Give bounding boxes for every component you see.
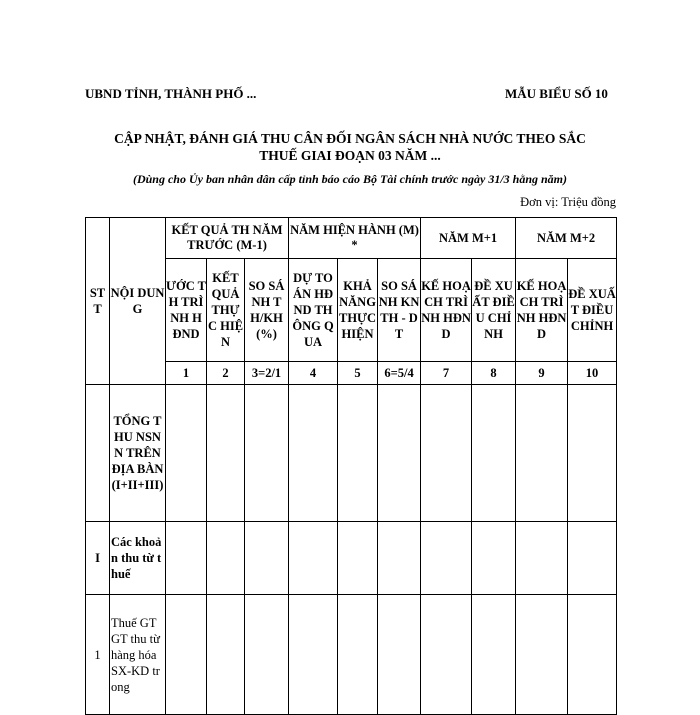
data-cell — [289, 522, 338, 595]
subcol-header: KẾ HOẠCH TRÌNH HĐND — [516, 259, 568, 362]
data-cell — [472, 595, 516, 715]
data-cell — [378, 595, 421, 715]
data-cell — [472, 385, 516, 522]
data-cell — [245, 385, 289, 522]
subcol-header: ĐỀ XUẤT ĐIỀU CHỈNH — [568, 259, 617, 362]
col-number: 2 — [207, 362, 245, 385]
col-number: 9 — [516, 362, 568, 385]
data-cell — [245, 595, 289, 715]
group-header-year-m2: NĂM M+2 — [516, 218, 617, 259]
row-content: TỔNG THU NSNN TRÊN ĐỊA BÀN (I+II+III) — [110, 385, 166, 522]
data-cell — [207, 595, 245, 715]
subcol-header: KHẢ NĂNG THỰC HIỆN — [338, 259, 378, 362]
row-stt: I — [86, 522, 110, 595]
data-cell — [421, 522, 472, 595]
data-cell — [207, 522, 245, 595]
revenue-table — [85, 217, 617, 715]
col-number: 7 — [421, 362, 472, 385]
title-line-1: CẬP NHẬT, ĐÁNH GIÁ THU CÂN ĐỐI NGÂN SÁCH NHÀ NƯỚC THEO SẮC — [114, 131, 586, 146]
col-number: 3=2/1 — [245, 362, 289, 385]
subcol-header: DỰ TOÁN HĐND THÔNG QUA — [289, 259, 338, 362]
subcol-header: SO SÁNH KNTH - DT — [378, 259, 421, 362]
col-number: 6=5/4 — [378, 362, 421, 385]
data-cell — [421, 595, 472, 715]
data-cell — [338, 522, 378, 595]
group-header-prev-year: KẾT QUẢ TH NĂM TRƯỚC (M-1) — [166, 218, 289, 259]
form-number: MẪU BIỂU SỐ 10 — [505, 86, 608, 101]
subcol-header: KẾ HOẠCH TRÌNH HĐND — [421, 259, 472, 362]
data-cell — [166, 595, 207, 715]
data-cell — [568, 385, 617, 522]
document-subtitle: (Dùng cho Ủy ban nhân dân cấp tỉnh báo cáo Bộ Tài chính trước ngày 31/3 hằng năm) — [132, 172, 568, 186]
header-row-groups — [86, 218, 617, 259]
data-cell — [516, 595, 568, 715]
table-row — [86, 595, 617, 715]
data-cell — [421, 385, 472, 522]
data-cell — [289, 385, 338, 522]
data-cell — [166, 522, 207, 595]
row-stt — [86, 385, 110, 522]
data-cell — [378, 522, 421, 595]
data-cell — [207, 385, 245, 522]
data-cell — [166, 385, 207, 522]
col-number: 4 — [289, 362, 338, 385]
agency-header: UBND TỈNH, THÀNH PHỐ ... — [85, 86, 257, 101]
row-content: Thuế GTGT thu từ hàng hóa SX-KD trong — [110, 595, 166, 715]
data-cell — [516, 522, 568, 595]
title-line-2: THUẾ GIAI ĐOẠN 03 NĂM ... — [259, 148, 441, 163]
data-cell — [338, 595, 378, 715]
data-cell — [378, 385, 421, 522]
table-row — [86, 385, 617, 522]
col-number: 1 — [166, 362, 207, 385]
data-cell — [245, 522, 289, 595]
subcol-header: SO SÁNH TH/KH (%) — [245, 259, 289, 362]
column-number-row — [86, 362, 617, 385]
col-header-content: NỘI DUNG — [110, 218, 166, 385]
col-number: 10 — [568, 362, 617, 385]
col-number: 8 — [472, 362, 516, 385]
row-stt: 1 — [86, 595, 110, 715]
document-title — [80, 130, 620, 164]
col-number: 5 — [338, 362, 378, 385]
subcol-header: ƯỚC TH TRÌNH HĐND — [166, 259, 207, 362]
group-header-year-m1: NĂM M+1 — [421, 218, 516, 259]
data-cell — [472, 522, 516, 595]
data-cell — [338, 385, 378, 522]
subcol-header: ĐỀ XUẤT ĐIỀU CHỈNH — [472, 259, 516, 362]
data-cell — [516, 385, 568, 522]
data-cell — [568, 595, 617, 715]
col-header-stt: STT — [86, 218, 110, 385]
header-row-subcols — [86, 259, 617, 362]
group-header-current-year: NĂM HIỆN HÀNH (M)* — [289, 218, 421, 259]
table-row — [86, 522, 617, 595]
subcol-header: KẾT QUẢ THỰC HIỆN — [207, 259, 245, 362]
data-cell — [289, 595, 338, 715]
row-content: Các khoản thu từ thuế — [110, 522, 166, 595]
unit-label: Đơn vị: Triệu đồng — [520, 195, 616, 209]
data-cell — [568, 522, 617, 595]
